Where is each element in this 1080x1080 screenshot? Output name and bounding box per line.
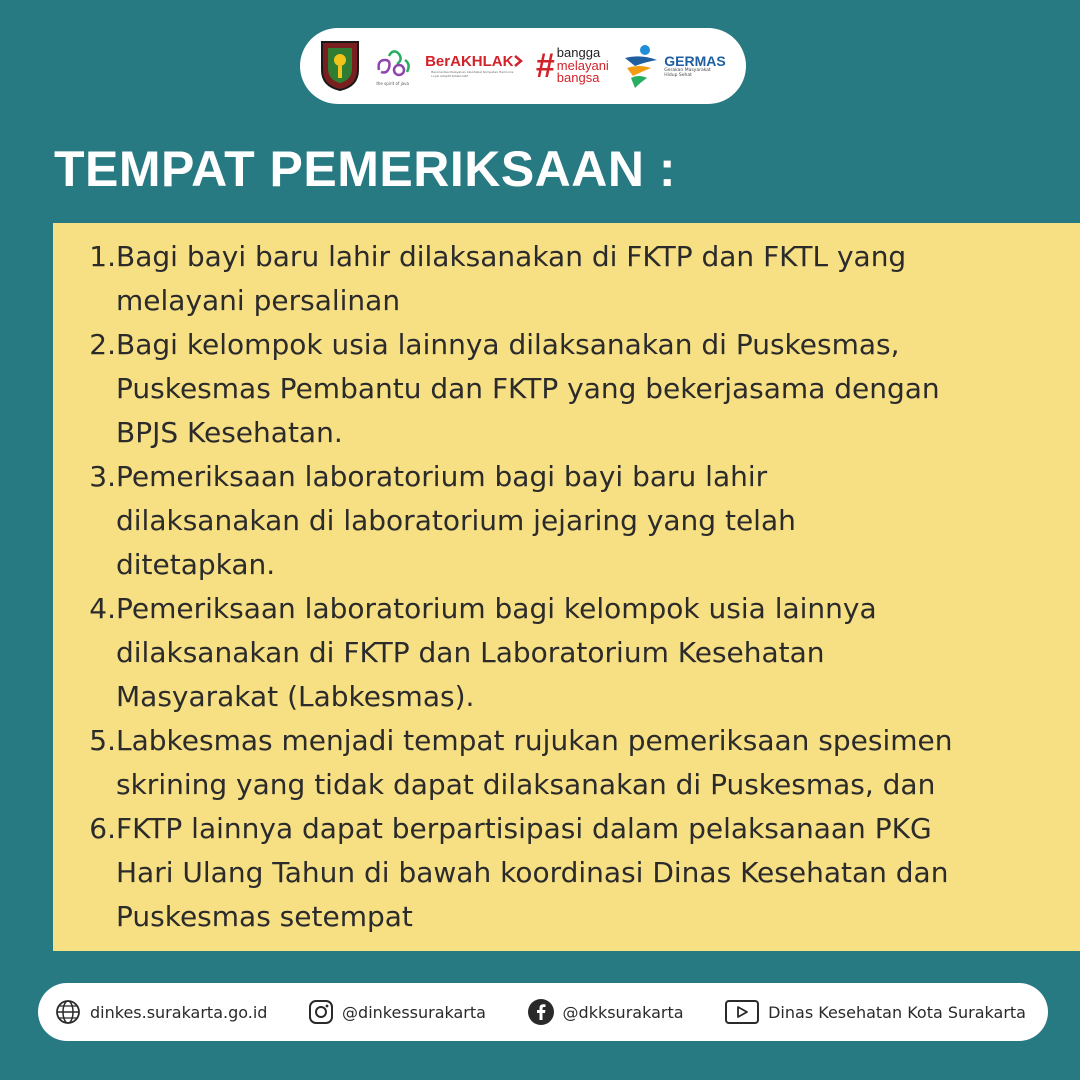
list-item-line: Bagi kelompok usia lainnya dilaksanakan di Puskesmas, [116, 328, 900, 361]
facebook-text: @dkksurakarta [562, 1002, 684, 1022]
list-item-text [116, 455, 1071, 587]
solo-tagline: the spirit of java [376, 81, 409, 86]
bangga-word-1: bangga [556, 45, 601, 61]
surakarta-emblem-icon [320, 40, 360, 92]
list-item-line: BPJS Kesehatan. [116, 416, 343, 449]
germas-title: GERMAS [664, 52, 726, 69]
list-item-line: melayani persalinan [116, 284, 401, 317]
germas-subtitle-2: Hidup Sehat [664, 73, 692, 78]
list-item-line: Hari Ulang Tahun di bawah koordinasi Dinas Kesehatan dan [116, 856, 949, 889]
list-item-line: Pemeriksaan laboratorium bagi kelompok usia lainnya [116, 592, 877, 625]
list-item-line: FKTP lainnya dapat berpartisipasi dalam pelaksanaan PKG [116, 812, 932, 845]
logo-bar [300, 28, 746, 104]
list-item-number: 1. [89, 240, 116, 273]
list-item-line: skrining yang tidak dapat dilaksanakan di Puskesmas, dan [116, 768, 936, 801]
bangga-word-2: melayani [556, 57, 609, 73]
bangga-word-3: bangsa [556, 70, 600, 86]
list-item-line: Bagi bayi baru lahir dilaksanakan di FKTP dan FKTL yang [116, 240, 907, 273]
germas-logo [621, 42, 725, 90]
content-panel [53, 223, 1080, 951]
footer-website[interactable] [54, 998, 267, 1026]
berakhlak-chevron-icon [513, 54, 523, 68]
list-item-line: Labkesmas menjadi tempat rujukan pemeriksaan spesimen [116, 724, 953, 757]
facebook-icon [527, 998, 555, 1026]
list-item-line: dilaksanakan di laboratorium jejaring yang telah [116, 504, 796, 537]
page-title: TEMPAT PEMERIKSAAN : [54, 141, 677, 197]
list-item [53, 807, 1080, 939]
list-item [53, 323, 1080, 455]
list-item-number: 5. [89, 724, 116, 757]
list-item-text [116, 323, 1071, 455]
berakhlak-subtitle: Berorientasi Pelayanan Akuntabel Kompeten Harmonis Loyal Adaptif Kolaboratif [431, 69, 514, 78]
footer-instagram[interactable] [308, 999, 486, 1025]
list-item-line: Puskesmas setempat [116, 900, 413, 933]
list-item-text [116, 587, 1071, 719]
location-list [53, 223, 1080, 939]
list-item-line: Puskesmas Pembantu dan FKTP yang bekerjasama dengan [116, 372, 940, 405]
list-item-number: 2. [89, 328, 116, 361]
list-item [53, 587, 1080, 719]
list-item-text [116, 719, 1071, 807]
instagram-text: @dinkessurakarta [342, 1002, 486, 1022]
youtube-icon [724, 999, 760, 1025]
list-item-number: 6. [89, 812, 116, 845]
list-item-line: Pemeriksaan laboratorium bagi bayi baru lahir [116, 460, 768, 493]
list-item [53, 455, 1080, 587]
solo-logo-icon [373, 46, 413, 80]
footer-facebook[interactable] [527, 998, 684, 1026]
globe-icon [54, 998, 82, 1026]
list-item [53, 235, 1080, 323]
germas-subtitle-1: Gerakan Masyarakat [664, 67, 711, 73]
list-item-line: dilaksanakan di FKTP dan Laboratorium Kesehatan [116, 636, 825, 669]
list-item-number: 4. [89, 592, 116, 625]
list-item-line: ditetapkan. [116, 548, 276, 581]
germas-logo-icon [621, 42, 661, 90]
hashtag-icon: # [535, 47, 555, 85]
list-item-text [116, 235, 1071, 323]
list-item-text [116, 807, 1071, 939]
website-text: dinkes.surakarta.go.id [90, 1002, 268, 1022]
solo-logo [373, 46, 413, 86]
list-item-line: Masyarakat (Labkesmas). [116, 680, 475, 713]
berakhlak-text: BerAKHLAK [425, 52, 514, 70]
youtube-text: Dinas Kesehatan Kota Surakarta [768, 1002, 1026, 1022]
list-item [53, 719, 1080, 807]
berakhlak-logo [425, 54, 523, 78]
footer-bar [38, 983, 1048, 1041]
list-item-number: 3. [89, 460, 116, 493]
instagram-icon [308, 999, 334, 1025]
bangga-melayani-logo [536, 47, 609, 84]
footer-youtube[interactable] [724, 999, 1026, 1025]
